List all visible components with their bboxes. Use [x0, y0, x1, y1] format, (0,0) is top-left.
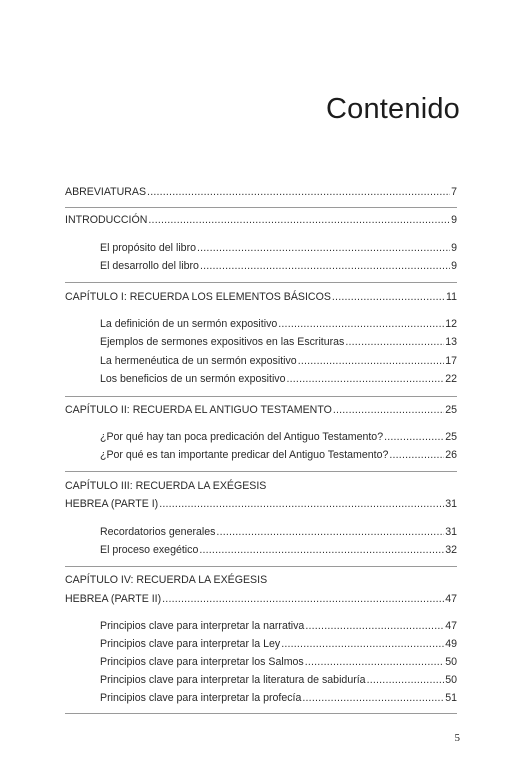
dot-leader [305, 656, 444, 669]
dot-leader [305, 620, 444, 633]
dot-leader [159, 498, 444, 511]
toc-entry-beneficios[interactable] [100, 373, 457, 386]
toc-entry-sabiduria[interactable] [100, 674, 457, 687]
toc-entry-page: 9 [451, 242, 457, 254]
toc-entry-label: HEBREA (PARTE II) [65, 593, 162, 605]
toc-entry-salmos[interactable] [100, 656, 457, 669]
toc-entry-label: CAPÍTULO I: RECUERDA LOS ELEMENTOS BÁSICOS [65, 291, 331, 303]
toc-entry-label: El propósito del libro [100, 242, 196, 254]
toc-entry-por-que-importante[interactable] [100, 449, 457, 462]
toc-entry-page: 26 [445, 449, 457, 461]
toc-entry-label: Principios clave para interpretar la literatura de sabiduría [100, 674, 366, 686]
toc-entry-label: Ejemplos de sermones expositivos en las Escrituras [100, 336, 345, 348]
toc-entry-ejemplos[interactable] [100, 336, 457, 349]
toc-entry-narrativa[interactable] [100, 620, 457, 633]
dot-leader [298, 355, 445, 368]
toc-entry-label: La hermenéutica de un sermón expositivo [100, 355, 297, 367]
toc-entry-page: 22 [445, 373, 457, 385]
toc-entry-page: 9 [451, 260, 457, 272]
dot-leader [384, 431, 444, 444]
toc-entry-page: 31 [445, 526, 457, 538]
toc-entry-page: 47 [445, 593, 457, 605]
toc-entry-label: INTRODUCCIÓN [65, 214, 148, 226]
toc-entry-proceso[interactable] [100, 544, 457, 557]
toc-entry-label: Principios clave para interpretar la narrativa [100, 620, 305, 632]
divider [65, 282, 457, 283]
toc-entry-label: Principios clave para interpretar los Salmos [100, 656, 304, 668]
toc-entry-page: 50 [445, 674, 457, 686]
divider [65, 396, 457, 397]
toc-entry-abreviaturas[interactable] [65, 186, 457, 199]
page-title: Contenido [325, 93, 460, 125]
toc-entry-label: ABREVIATURAS [65, 186, 147, 198]
toc-entry-page: 31 [445, 498, 457, 510]
toc-entry-page: 9 [451, 214, 457, 226]
dot-leader [162, 593, 444, 606]
toc-entry-page: 11 [446, 291, 457, 303]
toc-entry-label: El desarrollo del libro [100, 260, 199, 272]
toc-entry-page: 13 [445, 336, 457, 348]
dot-leader [147, 186, 450, 199]
toc-entry-page: 47 [445, 620, 457, 632]
toc-entry-capitulo-2[interactable] [65, 404, 457, 417]
toc-entry-recordatorios[interactable] [100, 526, 457, 539]
toc-entry-profecia[interactable] [100, 692, 457, 705]
dot-leader [333, 404, 444, 417]
toc-entry-page: 25 [445, 431, 457, 443]
divider [65, 207, 457, 208]
toc-entry-definicion[interactable] [100, 318, 457, 331]
toc-entry-page: 32 [445, 544, 457, 556]
toc-entry-label: ¿Por qué hay tan poca predicación del Antiguo Testamento? [100, 431, 384, 443]
divider [65, 713, 457, 714]
dot-leader [199, 544, 444, 557]
dot-leader [278, 318, 444, 331]
divider [65, 471, 457, 472]
page-number: 5 [454, 732, 460, 744]
dot-leader [281, 638, 444, 651]
dot-leader [345, 336, 444, 349]
dot-leader [216, 526, 444, 539]
toc-entry-label: HEBREA (PARTE I) [65, 498, 159, 510]
toc-entry-label: Principios clave para interpretar la profecía [100, 692, 302, 704]
dot-leader [302, 692, 444, 705]
toc-entry-page: 17 [445, 355, 457, 367]
toc-entry-label: La definición de un sermón expositivo [100, 318, 278, 330]
dot-leader [197, 242, 450, 255]
dot-leader [200, 260, 450, 273]
toc-entry-ley[interactable] [100, 638, 457, 651]
toc-entry-page: 51 [445, 692, 457, 704]
toc-entry-page: 49 [445, 638, 457, 650]
toc-entry-label: El proceso exegético [100, 544, 199, 556]
dot-leader [287, 373, 445, 386]
toc-entry-hermeneutica[interactable] [100, 355, 457, 368]
toc-entry-page: 25 [445, 404, 457, 416]
toc-entry-capitulo-1[interactable] [65, 291, 457, 304]
toc-entry-por-que-poca[interactable] [100, 431, 457, 444]
toc-entry-label: Recordatorios generales [100, 526, 216, 538]
toc-entry-page: 12 [445, 318, 457, 330]
dot-leader [367, 674, 445, 687]
toc-entry-capitulo-3-line1[interactable]: CAPÍTULO III: RECUERDA LA EXÉGESIS [65, 480, 267, 492]
toc-entry-label: Principios clave para interpretar la Ley [100, 638, 281, 650]
toc-entry-label: Los beneficios de un sermón expositivo [100, 373, 286, 385]
toc-entry-desarrollo[interactable] [100, 260, 457, 273]
toc-entry-page: 50 [445, 656, 457, 668]
toc-entry-capitulo-4-line1[interactable]: CAPÍTULO IV: RECUERDA LA EXÉGESIS [65, 574, 268, 586]
toc-entry-label: CAPÍTULO II: RECUERDA EL ANTIGUO TESTAMENTO [65, 404, 332, 416]
dot-leader [332, 291, 445, 304]
dot-leader [389, 449, 444, 462]
toc-entry-introduccion[interactable] [65, 214, 457, 227]
toc-entry-page: 7 [451, 186, 457, 198]
toc-entry-capitulo-3[interactable] [65, 498, 457, 511]
dot-leader [148, 214, 450, 227]
divider [65, 566, 457, 567]
toc-entry-label: ¿Por qué es tan importante predicar del Antiguo Testamento? [100, 449, 389, 461]
toc-entry-proposito[interactable] [100, 242, 457, 255]
toc-entry-capitulo-4[interactable] [65, 593, 457, 606]
